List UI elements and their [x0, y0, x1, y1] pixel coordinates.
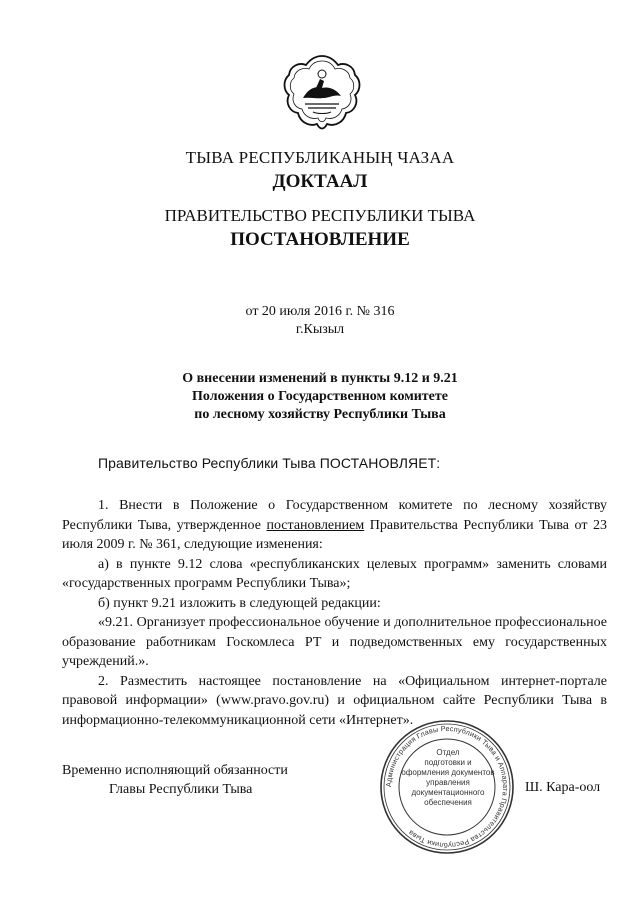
title-line: Положения о Государственном комитете	[192, 389, 448, 404]
stamp-inner-text: Отдел подготовки и оформления документов управления документационного обеспечения	[401, 748, 495, 807]
title-line: О внесении изменений в пункты 9.12 и 9.21	[182, 371, 458, 386]
paragraph-1: 1. Внести в Положение о Государственном комитете по лесному хозяйству Республики Тыва, утвержденное постановлением Правительства Республики Тыва от 23 июля 2009 г. № 361, следующие изменения:	[62, 498, 608, 552]
emblem-icon	[283, 52, 361, 134]
postanovlenie-link[interactable]: постановлением	[266, 517, 365, 533]
signatory-name: Ш. Кара-оол	[525, 780, 601, 795]
document-title	[0, 370, 640, 424]
paragraph-5: 2. Разместить настоящее постановление на «Официальном интернет-портале правовой информации» (www.pravo.gov.ru) и официальном сайте Республики Тыва в информационно-телекоммуникационной сети «Интернет».	[62, 673, 607, 728]
paragraph-4: «9.21. Организует профессиональное обучение и дополнительное профессиональное образование работникам Госкомлеса РТ и подведомственных ему государственных учреждений.».	[62, 615, 607, 669]
header-government: ПРАВИТЕЛЬСТВО РЕСПУБЛИКИ ТЫВА	[164, 206, 476, 225]
header-doktaal: ДОКТААЛ	[272, 171, 368, 192]
document-city: г.Кызыл	[295, 322, 345, 337]
paragraph-3: б) пункт 9.21 изложить в следующей редакции:	[98, 595, 381, 611]
header-republic-tuvan: ТЫВА РЕСПУБЛИКАНЫҢ ЧАЗАА	[185, 148, 455, 167]
title-line: по лесному хозяйству Республики Тыва	[194, 407, 446, 422]
paragraph-2: а) в пункте 9.12 слова «республиканских целевых программ» заменить словами «государственных программ Республики Тыва»;	[62, 556, 607, 591]
signature-position-line2: Главы Республики Тыва	[109, 782, 253, 797]
stamp-ring-text: Администрация Главы Республики Тыва и Аппарата Правительства Республики Тыва	[383, 723, 511, 851]
document-date-number: от 20 июля 2016 г. № 316	[245, 304, 395, 319]
header-postanovlenie: ПОСТАНОВЛЕНИЕ	[230, 229, 410, 250]
coat-of-arms-emblem	[283, 52, 361, 134]
signature-position-line1: Временно исполняющий обязанности	[62, 763, 288, 778]
document-body	[62, 496, 607, 730]
preamble: Правительство Республики Тыва ПОСТАНОВЛЯЕТ:	[98, 455, 441, 471]
